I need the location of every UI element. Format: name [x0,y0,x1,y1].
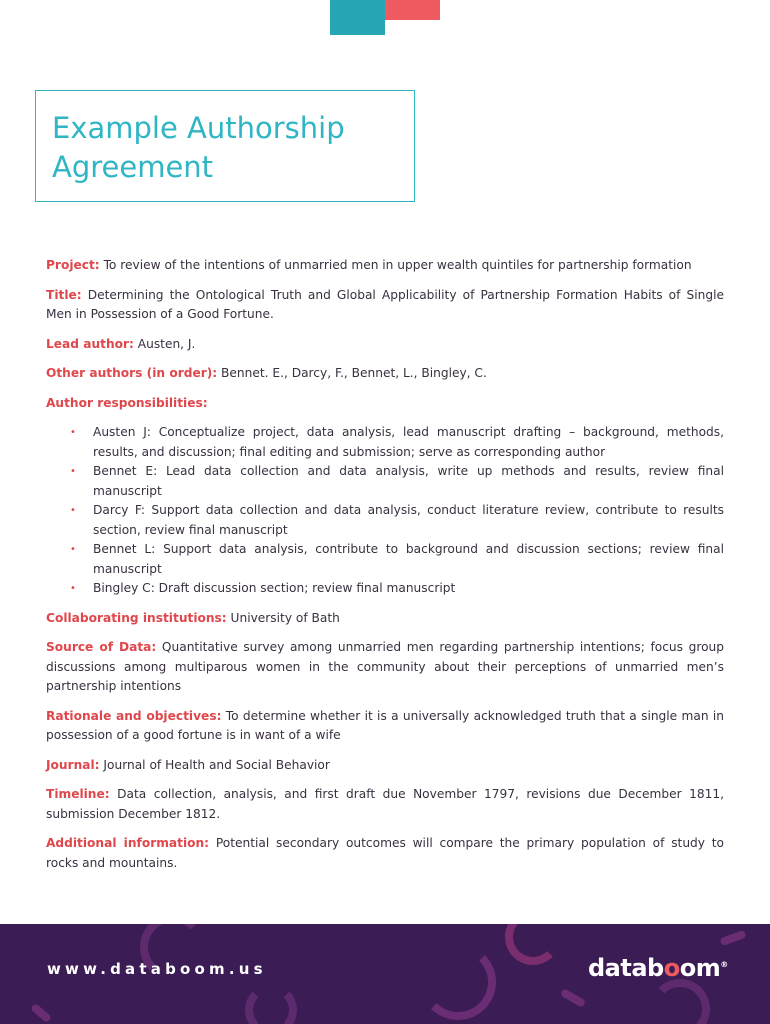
field-project [46,256,724,276]
field-label: Journal: [46,757,100,772]
decorative-arc [420,944,496,1020]
field-label: Lead author: [46,336,134,351]
field-responsibilities [46,394,724,414]
field-value: University of Bath [230,610,340,625]
list-item: • Bingley C: Draft discussion section; review final manuscript [46,579,724,599]
field-label: Additional information: [46,836,210,850]
field-lead-author [46,335,724,355]
field-collaborating [46,609,724,629]
field-additional [46,834,724,873]
bullet-icon: • [70,544,76,555]
field-value: Potential secondary outcomes will compare the primary population of study to rocks and mountains. [46,836,725,870]
decorative-arc [650,979,710,1024]
bullet-icon: • [70,427,76,438]
field-label: Collaborating institutions: [46,610,227,625]
field-label: Title: [46,287,82,302]
field-timeline [46,785,724,824]
field-value: To determine whether it is a universally acknowledged truth that a single man in possession of a good fortune is in want of a wife [46,708,724,742]
field-label: Author responsibilities: [46,395,208,410]
field-label: Project: [46,258,100,272]
top-accent-coral [385,0,440,20]
decorative-dash [30,1003,52,1023]
field-journal [46,756,724,776]
field-label: Rationale and objectives: [46,708,222,723]
field-source [46,638,724,697]
decorative-dash [719,930,746,946]
databoom-logo: databoom® [588,954,728,982]
field-rationale [46,707,724,746]
list-item: • Darcy F: Support data collection and data analysis, conduct literature review, contribute to results section, review final manuscript [70,503,724,537]
decorative-arc [245,984,297,1024]
field-value: Data collection, analysis, and first draft due November 1797, revisions due December 1811, submission December 1812. [46,787,725,821]
bullet-icon: • [70,505,76,516]
title-box [35,90,415,202]
field-other-authors [46,364,724,384]
field-value: Quantitative survey among unmarried men regarding partnership intentions; focus group discussions among multiparous women in the community about their perceptions of unmarried men’s partnership intentions [46,640,724,693]
agreement-body [46,256,724,883]
field-value: Determining the Ontological Truth and Global Applicability of Partnership Formation Habits of Single Men in Possession of a Good Fortune. [46,287,725,321]
list-item: • Bennet L: Support data analysis, contribute to background and discussion sections; review final manuscript [70,542,724,576]
website-url[interactable]: www.databoom.us [47,960,267,978]
field-value: To review of the intentions of unmarried men in upper wealth quintiles for partnership formation [103,258,692,272]
decorative-dash [560,988,587,1008]
list-item: • Austen J: Conceptualize project, data analysis, lead manuscript drafting – background, methods, results, and discussion; final editing and submission; serve as corresponding author [70,425,724,459]
responsibilities-list [46,423,724,599]
page-title: Example Authorship Agreement [52,111,345,184]
decorative-arc [505,924,561,965]
bullet-icon: • [70,466,76,477]
field-value: Journal of Health and Social Behavior [103,757,330,772]
field-label: Source of Data: [46,640,157,654]
field-label: Timeline: [46,787,110,801]
field-label: Other authors (in order): [46,366,218,380]
field-value: Austen, J. [137,336,196,351]
bullet-icon: • [70,583,76,594]
footer-banner [0,924,770,1024]
top-accent-teal [330,0,385,35]
field-value: Bennet. E., Darcy, F., Bennet, L., Bingley, C. [221,366,487,380]
field-title [46,286,724,325]
list-item: • Bennet E: Lead data collection and data analysis, write up methods and results, review final manuscript [70,464,724,498]
